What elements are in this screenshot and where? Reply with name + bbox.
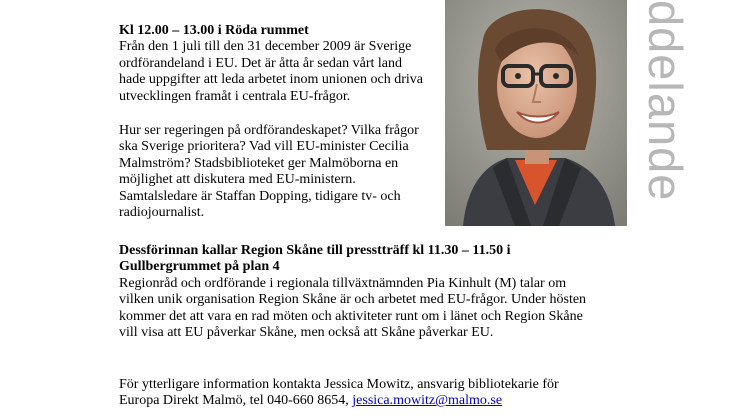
portrait-illustration — [445, 0, 627, 226]
event-section — [119, 23, 429, 105]
event-paragraph-1: Från den 1 juli till den 31 december 2009 är Sverige ordförandeland i EU. Det är åtta år sedan vårt land hade uppgifter att leda arbetet inom unionen och driva utvecklingen framåt i centrala EU-frågor. — [119, 39, 424, 104]
event-paragraph-2: Hur ser regeringen på ordförandeskapet? Vilka frågor ska Sverige prioritera? Vad vill EU-minister Cecilia Malmström? Stadsbiblioteket ger Malmöborna en möjlighet att diskutera med EU-ministern. Samtalsledare är Staffan Dopping, tidigare tv- och radiojournalist. — [119, 123, 419, 221]
event-heading: Kl 12.00 – 13.00 i Röda rummet — [119, 23, 309, 38]
contact-section — [119, 377, 589, 410]
press-section — [119, 243, 589, 341]
event-section-2 — [119, 123, 429, 221]
contact-paragraph — [119, 377, 589, 410]
press-heading: Dessförinnan kallar Region Skåne till presstträff kl 11.30 – 11.50 i Gullbergrummet på plan 4 — [119, 243, 511, 275]
portrait-photo — [445, 0, 627, 226]
press-paragraph: Regionråd och ordförande i regionala tillväxtnämnden Pia Kinhult (M) talar om vilken unik organisation Region Skåne är och arbetet med EU-frågor. Under hösten kommer det att vara en rad möten och aktiviteter runt om i länet och Region Skåne vill visa att EU påverkar Skåne, men också att Skåne påverkar EU. — [119, 275, 587, 341]
contact-email-link[interactable]: jessica.mowitz@malmo.se — [352, 393, 503, 409]
contact-text: För ytterligare information kontakta Jessica Mowitz, ansvarig bibliotekarie för Europa Direkt Malmö, tel 040-660 8654, — [119, 377, 559, 409]
side-heading-text: ddelande — [639, 0, 692, 202]
side-heading-word — [625, 0, 695, 225]
